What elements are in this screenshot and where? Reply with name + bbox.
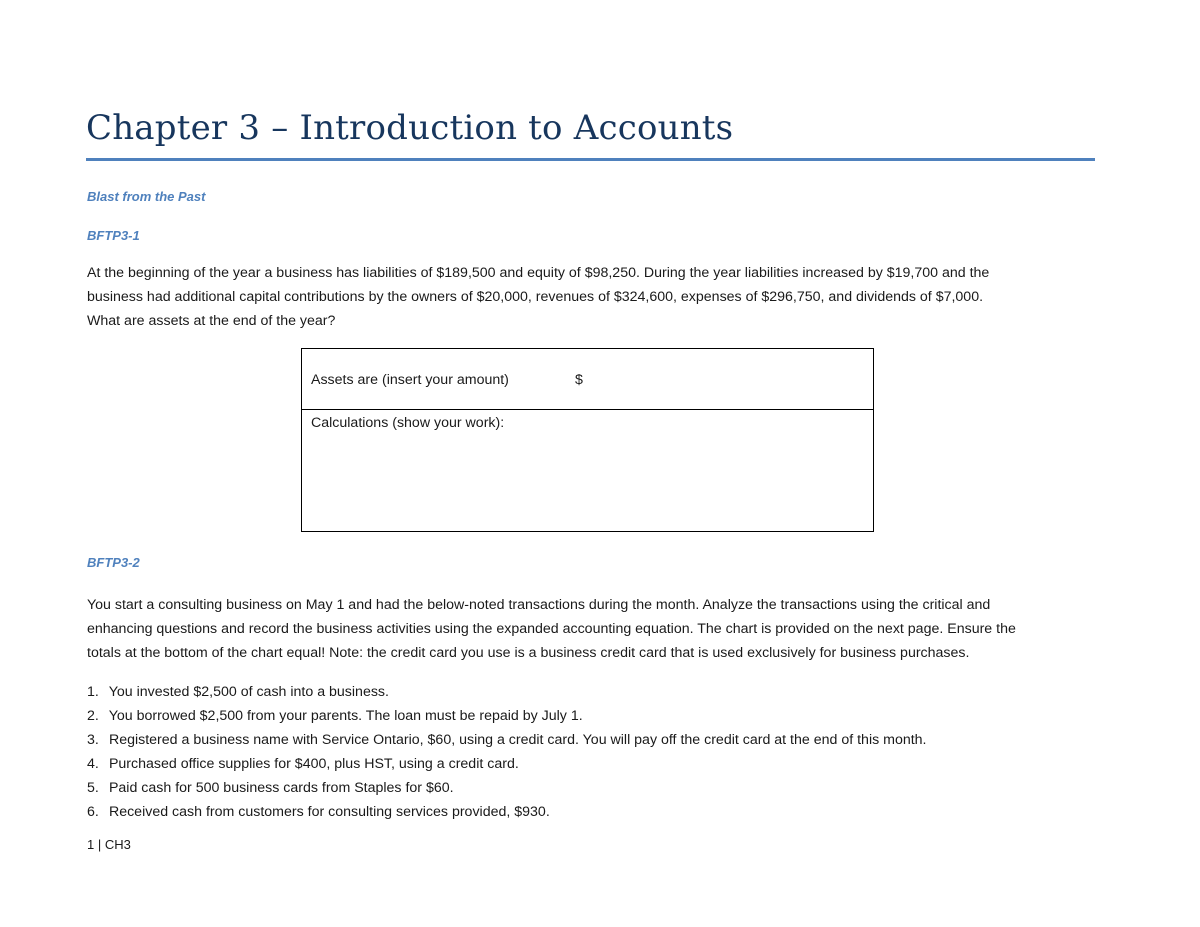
list-item — [87, 680, 1097, 704]
problem1-text — [87, 261, 1097, 333]
item-text: Registered a business name with Service Ontario, $60, using a credit card. You will pay off the credit card at the end of this month. — [108, 732, 927, 748]
item-text: You borrowed $2,500 from your parents. The loan must be repaid by July 1. — [108, 708, 583, 724]
list-item — [87, 704, 1097, 728]
item-text: Received cash from customers for consulting services provided, $930. — [108, 804, 550, 820]
list-item — [87, 728, 1097, 752]
title-underline — [86, 158, 1095, 161]
problem1-line: business had additional capital contributions by the owners of $20,000, revenues of $324,600, expenses of $296,750, and dividends of $7,000. — [87, 289, 984, 305]
problem2-line: You start a consulting business on May 1 and had the below-noted transactions during the month. Analyze the transactions using the critical and — [87, 597, 991, 613]
page-title: Chapter 3 – Introduction to Accounts — [86, 108, 734, 148]
transaction-list — [87, 680, 1097, 824]
section-heading: Blast from the Past — [87, 189, 206, 204]
currency-symbol: $ — [575, 372, 583, 388]
problem2-heading: BFTP3-2 — [87, 555, 140, 570]
problem2-text — [87, 593, 1097, 665]
calculations-label: Calculations (show your work): — [311, 415, 505, 431]
page-footer: 1 | CH3 — [87, 837, 131, 852]
item-number: 5. — [87, 780, 99, 796]
item-text: Purchased office supplies for $400, plus HST, using a credit card. — [108, 756, 519, 772]
problem1-heading: BFTP3-1 — [87, 228, 140, 243]
item-number: 4. — [87, 756, 99, 772]
problem2-line: totals at the bottom of the chart equal! Note: the credit card you use is a business credit card that is used exclusively for business purchases. — [87, 645, 970, 661]
item-number: 6. — [87, 804, 99, 820]
list-item — [87, 800, 1097, 824]
item-number: 1. — [87, 684, 99, 700]
problem2-line: enhancing questions and record the business activities using the expanded accounting equation. The chart is provided on the next page. Ensure the — [87, 621, 1016, 637]
item-text: Paid cash for 500 business cards from Staples for $60. — [108, 780, 454, 796]
list-item — [87, 752, 1097, 776]
item-number: 2. — [87, 708, 99, 724]
problem1-line: What are assets at the end of the year? — [87, 313, 336, 329]
problem1-line: At the beginning of the year a business has liabilities of $189,500 and equity of $98,250. During the year liabilities increased by $19,700 and the — [87, 265, 990, 281]
answer-label: Assets are (insert your amount) — [311, 372, 509, 388]
answer-row[interactable] — [302, 349, 873, 410]
list-item — [87, 776, 1097, 800]
item-text: You invested $2,500 of cash into a business. — [108, 684, 389, 700]
item-number: 3. — [87, 732, 99, 748]
answer-box — [301, 348, 874, 532]
